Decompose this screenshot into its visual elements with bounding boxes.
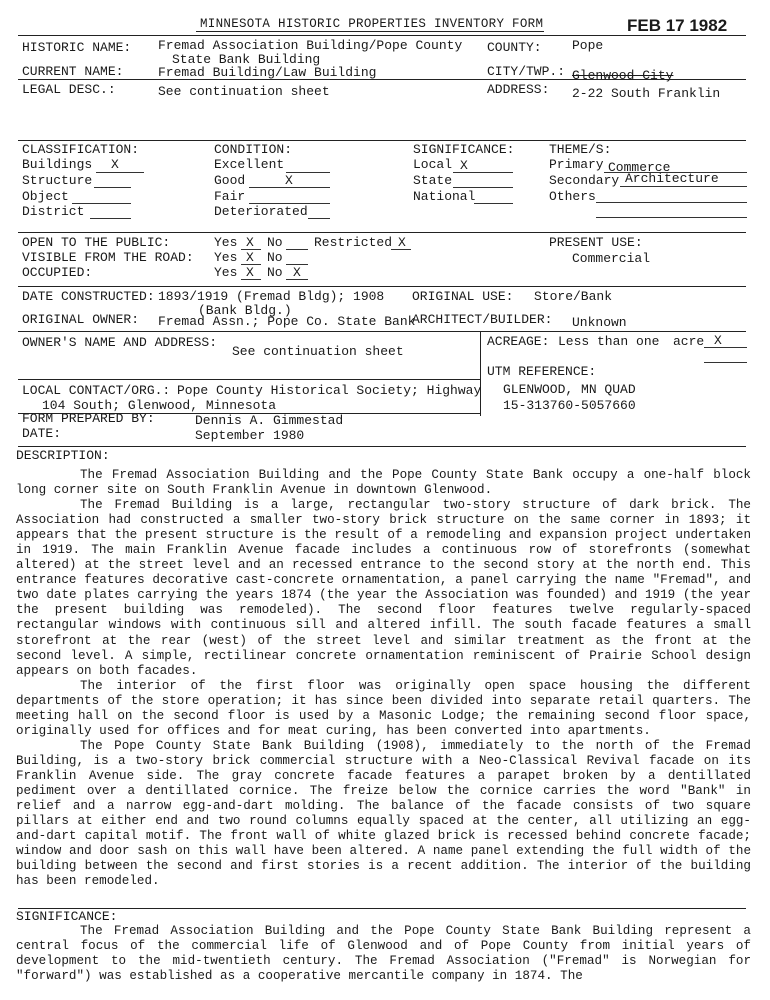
prepared-date-label: DATE: xyxy=(22,426,62,441)
condition-fair: Fair xyxy=(214,189,246,204)
section-rule-4 xyxy=(18,331,746,332)
local-blank xyxy=(453,172,513,173)
top-rule xyxy=(18,35,746,36)
city-value: Glenwood City xyxy=(572,68,674,83)
architect-value: Unknown xyxy=(572,315,627,330)
legal-desc-value: See continuation sheet xyxy=(158,84,330,99)
object-blank xyxy=(72,203,131,204)
acreage-unit: acre xyxy=(673,334,705,349)
open-public-label: OPEN TO THE PUBLIC: xyxy=(22,235,171,250)
condition-deteriorated: Deteriorated xyxy=(214,204,308,219)
deteriorated-blank xyxy=(308,218,330,219)
open-yes-mark: X xyxy=(246,235,254,250)
original-use-value: Store/Bank xyxy=(534,289,613,304)
district-blank xyxy=(90,218,131,219)
received-stamp: FEB 17 1982 xyxy=(627,16,728,35)
occupied-no: No xyxy=(267,265,283,280)
theme-secondary-label: Secondary xyxy=(549,173,620,188)
original-owner-label: ORIGINAL OWNER: xyxy=(22,312,140,327)
historic-name-line1: Fremad Association Building/Pope County xyxy=(158,38,463,53)
contact-label: LOCAL CONTACT/ORG.: xyxy=(22,383,171,398)
occupied-no-blank xyxy=(286,279,308,280)
classification-object: Object xyxy=(22,189,69,204)
classification-buildings: Buildings xyxy=(22,157,93,172)
contact-line2: 104 South; Glenwood, Minnesota xyxy=(42,398,277,413)
original-owner-value: Fremad Assn.; Pope Co. State Bank xyxy=(158,314,416,329)
description-paragraph: The Pope County State Bank Building (1908), immediately to the north of the Fremad Building, is a two-story brick commercial structure with a Neo-Classical Revival facade on its Franklin Avenue side. The gray concrete facade features a parapet broken by a dentillated pediment over a dentillated cornice. The freize below the cornice carries the word "Bank" in relief and a narrow egg-and-dart molding. The balance of the facade consists of two square pillars at either end and two round columns equally spaced at the center, all utilizing an egg-and-dart capital motif. The front wall of white glazed brick is recessed behind concrete facade; window and door sash on this wall have been altered. A name panel extending the full width of the building between the second and first stories is a recent addition. The interior of the building has been remodeled. xyxy=(16,738,751,889)
acreage-blank-2 xyxy=(704,362,747,363)
address-value: 2-22 South Franklin xyxy=(572,86,721,101)
section-rule-3 xyxy=(18,286,746,287)
section-rule-2 xyxy=(18,232,746,233)
utm-quad: GLENWOOD, MN QUAD xyxy=(503,382,636,397)
theme-primary-value: Commerce xyxy=(608,160,671,175)
significance-body xyxy=(16,924,751,984)
structure-blank xyxy=(94,187,131,188)
architect-label: ARCHITECT/BUILDER: xyxy=(412,312,553,327)
acreage-value: Less than one xyxy=(558,334,660,349)
others-blank-2 xyxy=(596,217,747,218)
present-use-label: PRESENT USE: xyxy=(549,235,643,250)
buildings-blank xyxy=(96,172,144,173)
address-label: ADDRESS: xyxy=(487,82,550,97)
significance-paragraph: The Fremad Association Building and the Pope County State Bank Building represent a central focus of the commercial life of Glenwood and of Pope County from initial years of development to the mid-twentieth century. The Fremad Association ("Fremad" is Norwegian for "forward") was established as a cooperative mercantile company in 1874. The xyxy=(16,924,751,984)
restricted-blank xyxy=(391,249,411,250)
classification-district: District xyxy=(22,204,85,219)
excellent-blank xyxy=(286,172,330,173)
contact-line1: Pope County Historical Society; Highway xyxy=(177,383,482,398)
acreage-label: ACREAGE: xyxy=(487,334,550,349)
utm-coords: 15-313760-5057660 xyxy=(503,398,636,413)
fair-blank xyxy=(249,203,330,204)
utm-label: UTM REFERENCE: xyxy=(487,364,597,379)
classification-structure: Structure xyxy=(22,173,93,188)
current-name-label: CURRENT NAME: xyxy=(22,64,124,79)
primary-blank xyxy=(604,172,747,173)
theme-secondary-value: Architecture xyxy=(625,171,719,186)
historic-name-line2: State Bank Building xyxy=(172,52,321,67)
open-no: No xyxy=(267,235,283,250)
legal-desc-label: LEGAL DESC.: xyxy=(22,82,116,97)
owner-label: OWNER'S NAME AND ADDRESS: xyxy=(22,335,218,350)
condition-label: CONDITION: xyxy=(214,142,293,157)
local-check: X xyxy=(460,158,468,173)
description-paragraph: The Fremad Building is a large, rectangular two-story structure of dark brick. The Association had constructed a smaller two-story brick structure on the same corner in 1893; it appears that the present structure is the result of a remodeling and expansion project undertaken in 1919. The main Franklin Avenue facade includes a continuous row of storefronts (somewhat altered) at the street level and an recessed entrance to the second story at the north end. This entrance features decorative cast-concrete ornamentation, a panel carrying the name "Fremad", and two date plates carrying the years 1874 (the year the Association was founded) and 1919 (the year the present building was remodeled). The second floor features twelve regularly-spaced rectangular windows with continuous sill and altered infill. The south facade features a small storefront at the rear (west) of the street level and similar treatment as the front at the second level. A simple, rectilinear concrete ornamentation reminiscent of Prairie School design appears on both facades. xyxy=(16,498,751,678)
buildings-check: X xyxy=(111,157,119,172)
open-yes: Yes xyxy=(214,235,238,250)
description-label: DESCRIPTION: xyxy=(16,448,110,463)
title-underline xyxy=(196,31,544,32)
open-no-blank xyxy=(286,249,308,250)
significance-box-label: SIGNIFICANCE: xyxy=(413,142,515,157)
prepared-by-value: Dennis A. Gimmestad xyxy=(195,413,344,428)
condition-excellent: Excellent xyxy=(214,157,285,172)
county-label: COUNTY: xyxy=(487,40,542,55)
prepared-by-label: FORM PREPARED BY: xyxy=(22,411,155,426)
city-label: CITY/TWP.: xyxy=(487,64,566,79)
visible-road-label: VISIBLE FROM THE ROAD: xyxy=(22,250,194,265)
classification-label: CLASSIFICATION: xyxy=(22,142,140,157)
date-constructed-note: (Bank Bldg.) xyxy=(198,303,292,318)
good-check: X xyxy=(285,173,293,188)
county-value: Pope xyxy=(572,38,604,53)
acreage-mark: X xyxy=(714,333,722,348)
original-use-label: ORIGINAL USE: xyxy=(412,289,514,304)
historic-name-label: HISTORIC NAME: xyxy=(22,40,132,55)
good-blank xyxy=(249,187,330,188)
significance-national: National xyxy=(413,189,476,204)
acreage-blank xyxy=(704,347,747,348)
owner-box-divider xyxy=(480,331,481,416)
contact-rule xyxy=(18,379,480,380)
date-constructed-label: DATE CONSTRUCTED: xyxy=(22,289,155,304)
occupied-yes-blank xyxy=(241,279,261,280)
section-rule-1 xyxy=(18,140,746,141)
description-paragraph: The interior of the first floor was originally open space housing the different departments of the store operation; it has since been divided into separate retail quarters. The meeting hall on the second floor is used by a Masonic Lodge; the remaining second floor space, originally used for offices and for meat curing, has been converted into apartments. xyxy=(16,678,751,738)
date-constructed-value: 1893/1919 (Fremad Bldg); 1908 xyxy=(158,289,385,304)
secondary-blank xyxy=(620,186,747,187)
condition-good: Good xyxy=(214,173,246,188)
restricted-mark: X xyxy=(398,235,406,250)
significance-state: State xyxy=(413,173,453,188)
section-rule-5 xyxy=(18,446,746,447)
form-title: MINNESOTA HISTORIC PROPERTIES INVENTORY FORM xyxy=(200,17,544,31)
visible-no: No xyxy=(267,250,283,265)
description-paragraph: The Fremad Association Building and the Pope County State Bank occupy a one-half block long corner site on South Franklin Avenue in downtown Glenwood. xyxy=(16,468,751,498)
occupied-label: OCCUPIED: xyxy=(22,265,93,280)
national-blank xyxy=(474,203,513,204)
present-use-value: Commercial xyxy=(572,251,651,266)
open-restricted: Restricted xyxy=(314,235,393,250)
occupied-yes-mark: X xyxy=(246,265,254,280)
themes-label: THEME/S: xyxy=(549,142,612,157)
header-rule xyxy=(18,79,746,80)
significance-local: Local xyxy=(413,157,453,172)
theme-others-label: Others xyxy=(549,189,596,204)
current-name-value: Fremad Building/Law Building xyxy=(158,65,377,80)
visible-yes-mark: X xyxy=(246,250,254,265)
owner-value: See continuation sheet xyxy=(232,344,404,359)
occupied-yes: Yes xyxy=(214,265,238,280)
description-body xyxy=(16,468,751,889)
prepared-date-value: September 1980 xyxy=(195,428,305,443)
occupied-no-mark: X xyxy=(293,265,301,280)
visible-yes: Yes xyxy=(214,250,238,265)
state-blank xyxy=(453,187,513,188)
significance-label: SIGNIFICANCE: xyxy=(16,909,118,924)
section-rule-6 xyxy=(18,908,746,909)
theme-primary-label: Primary xyxy=(549,157,604,172)
others-blank-1 xyxy=(596,202,747,203)
